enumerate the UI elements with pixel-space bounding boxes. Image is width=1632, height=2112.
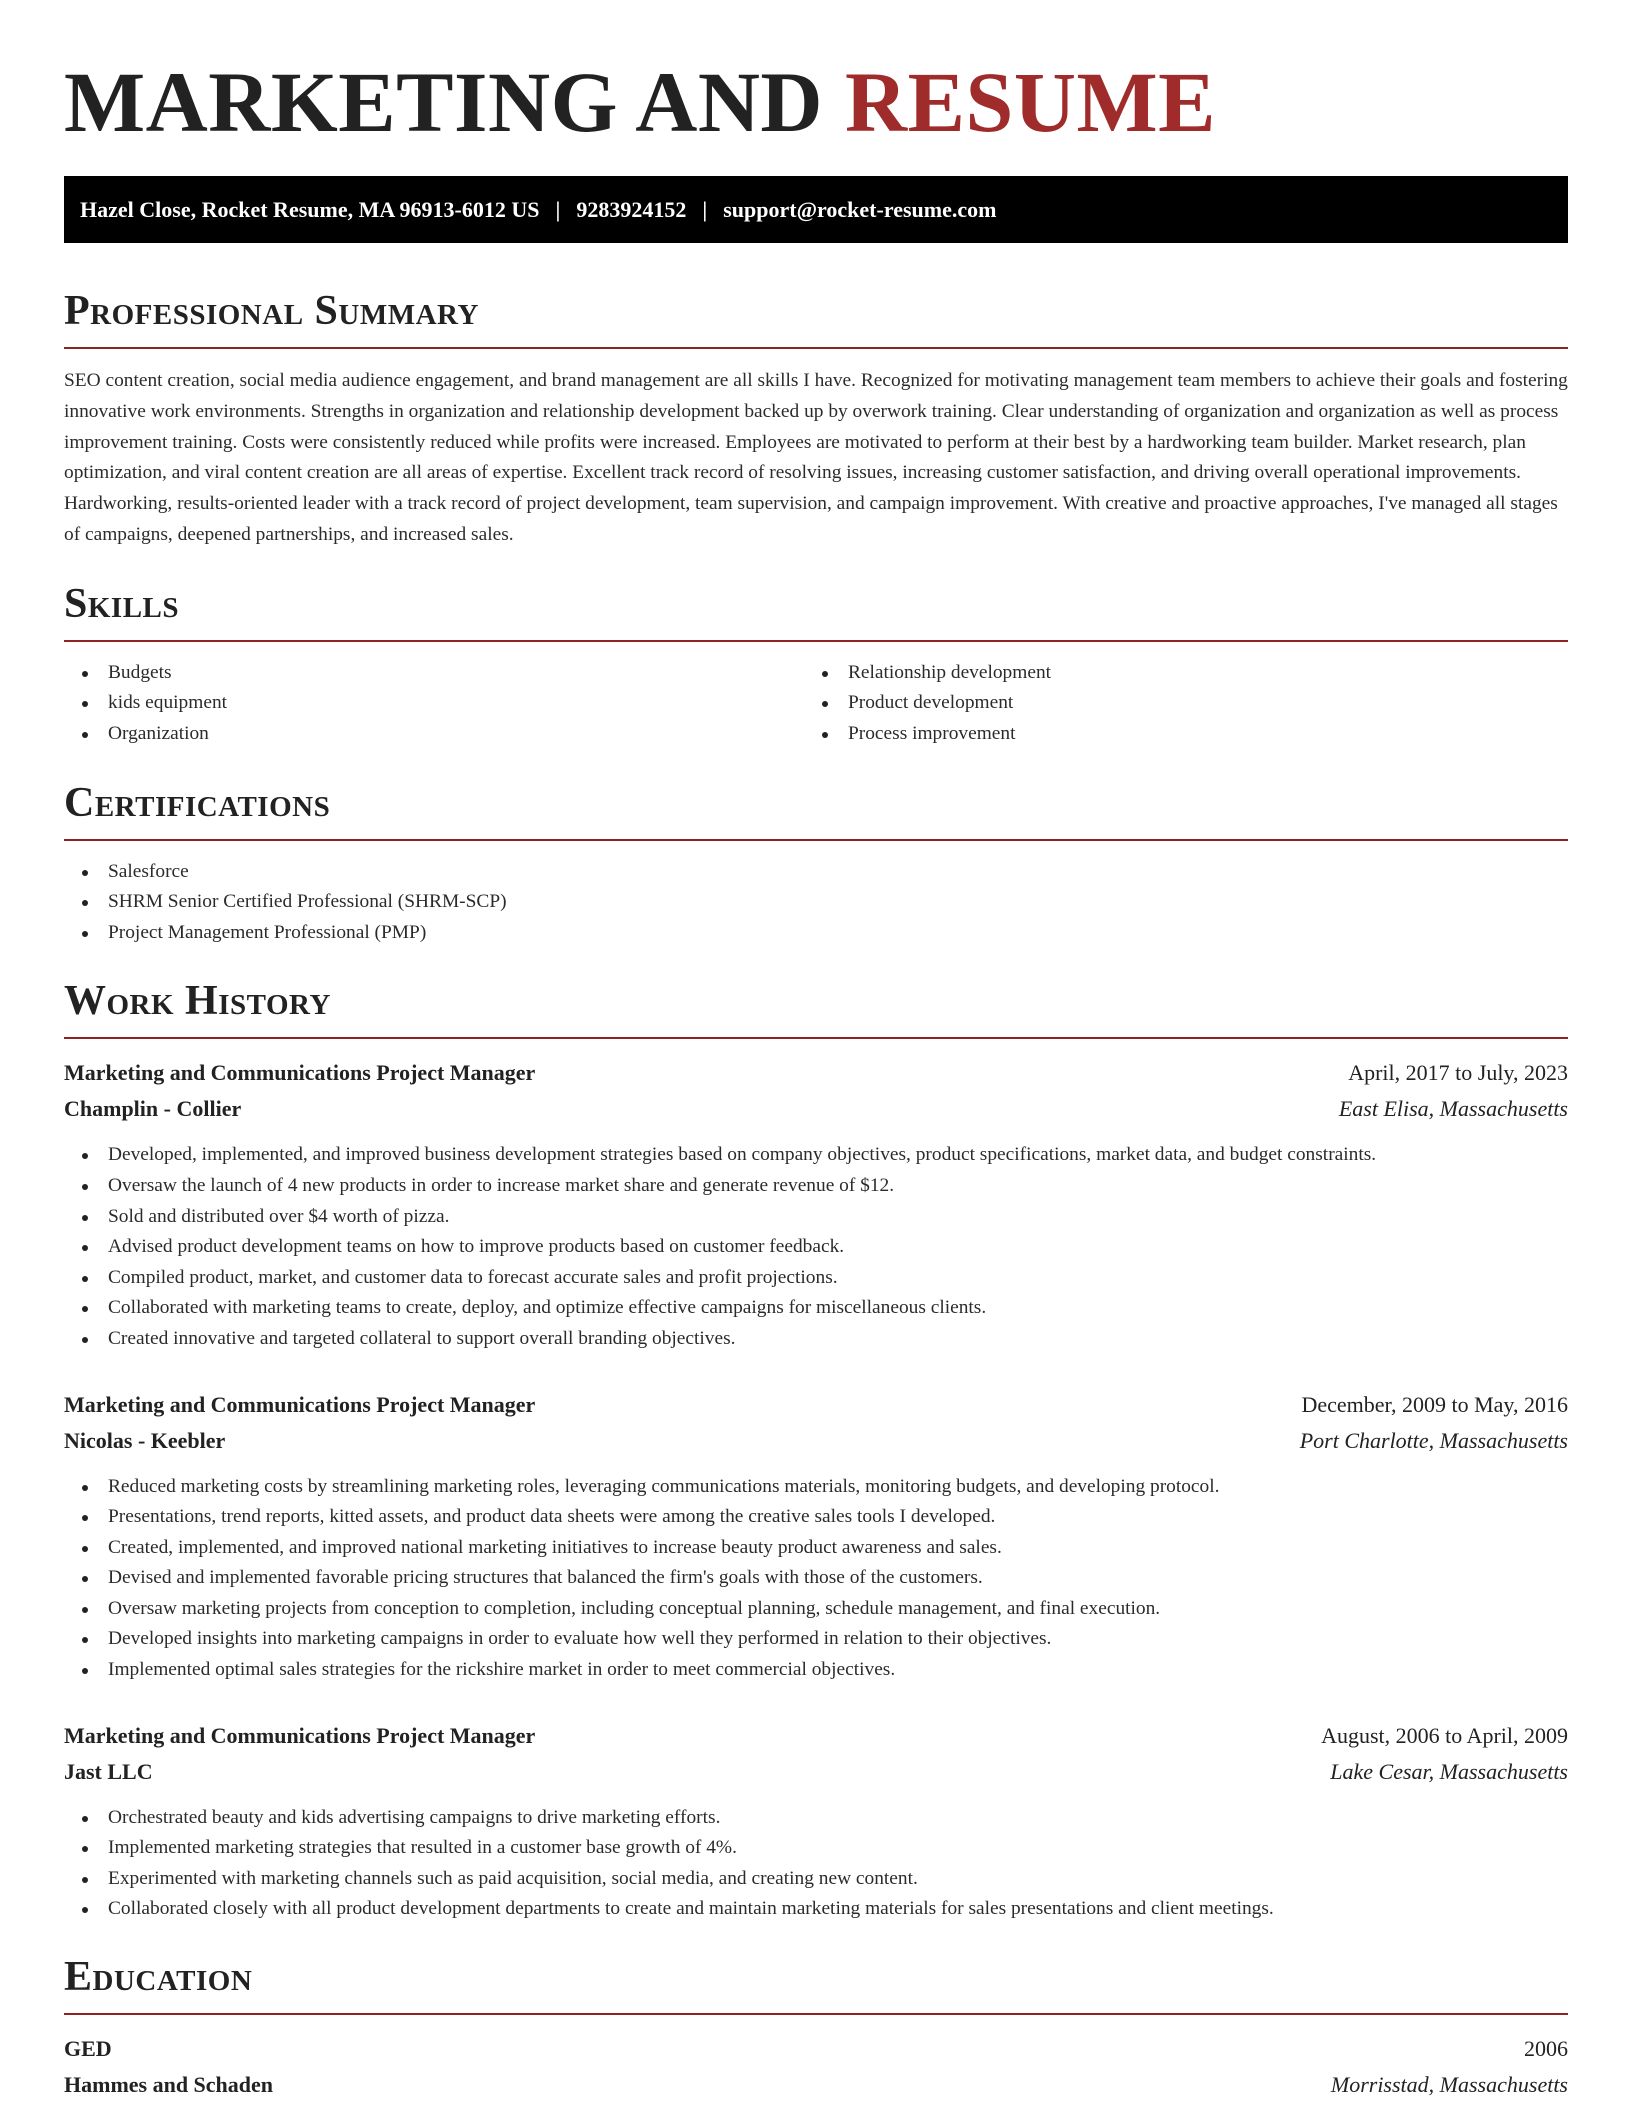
section-divider [64, 2013, 1568, 2015]
job-title: Marketing and Communications Project Manager [64, 1722, 536, 1748]
job-dates: December, 2009 to May, 2016 [1301, 1391, 1568, 1417]
skill-item: Organization [64, 719, 804, 750]
contact-separator: | [555, 197, 561, 222]
contact-bar [64, 176, 1568, 243]
summary-text: SEO content creation, social media audience engagement, and brand management are all skills I have. Recognized for motivating management team members to achieve their goals and fostering innovative work environments. Strengths in organization and relationship development backed up by overwork training. Clear understanding of organization and organization as well as process improvement training. Costs were consistently reduced while profits were increased. Employees are motivated to perform at their best by a hardworking team builder. Market research, plan optimization, and viral content creation are all areas of expertise. Excellent track record of resolving issues, increasing customer satisfaction, and driving overall operational improvements. Hardworking, results-oriented leader with a track record of project development, team supervision, and campaign improvement. With creative and proactive approaches, I've managed all stages of campaigns, deepened partnerships, and increased sales. [64, 370, 1568, 545]
job-bullet: Implemented optimal sales strategies for the rickshire market in order to meet commercial objectives. [64, 1655, 1568, 1686]
job-header-row [64, 1718, 1568, 1754]
job-bullet: Collaborated closely with all product development departments to create and maintain marketing materials for sales presentations and client meetings. [64, 1894, 1568, 1925]
job-header-row [64, 1387, 1568, 1423]
job-bullets [64, 1140, 1568, 1354]
job-bullet: Oversaw the launch of 4 new products in order to increase market share and generate revenue of $12. [64, 1171, 1568, 1202]
education-school: Hammes and Schaden [64, 2072, 274, 2098]
education-entry [64, 2031, 1568, 2103]
certification-item: Project Management Professional (PMP) [64, 918, 1568, 949]
job-company-row [64, 1091, 1568, 1127]
skill-item: Budgets [64, 658, 804, 689]
job-bullet: Developed insights into marketing campaigns in order to evaluate how well they performed in relation to their objectives. [64, 1624, 1568, 1655]
job-dates: April, 2017 to July, 2023 [1348, 1060, 1568, 1086]
certifications-section [64, 779, 1568, 949]
skills-heading: Skills [64, 580, 180, 627]
summary-heading: Professional Summary [64, 288, 479, 334]
education-location: Morrisstad, Massachusetts [1330, 2072, 1568, 2098]
job-bullet: Experimented with marketing channels such as paid acquisition, social media, and creating new content. [64, 1864, 1568, 1895]
education-school-row [64, 2067, 1568, 2103]
job-bullet: Implemented marketing strategies that resulted in a customer base growth of 4%. [64, 1833, 1568, 1864]
certification-item: Salesforce [64, 857, 1568, 888]
job-entry [64, 1718, 1568, 1925]
job-company: Jast LLC [64, 1758, 153, 1784]
job-entry [64, 1055, 1568, 1354]
skill-item: Relationship development [804, 658, 1544, 689]
education-degree: GED [64, 2036, 112, 2062]
job-bullet: Presentations, trend reports, kitted assets, and product data sheets were among the creative sales tools I developed. [64, 1502, 1568, 1533]
job-company: Champlin - Collier [64, 1096, 242, 1122]
summary-section [64, 287, 1568, 551]
skill-item: Process improvement [804, 719, 1544, 750]
job-bullet: Created innovative and targeted collateral to support overall branding objectives. [64, 1324, 1568, 1355]
job-bullet: Compiled product, market, and customer data to forecast accurate sales and profit projections. [64, 1263, 1568, 1294]
skill-item: Product development [804, 688, 1544, 719]
job-bullets [64, 1803, 1568, 1925]
job-bullet: Advised product development teams on how to improve products based on customer feedback. [64, 1232, 1568, 1263]
section-divider [64, 1037, 1568, 1039]
job-entry [64, 1387, 1568, 1686]
resume-title [64, 0, 1568, 148]
job-dates: August, 2006 to April, 2009 [1321, 1722, 1568, 1748]
job-bullet: Reduced marketing costs by streamlining marketing roles, leveraging communications materials, monitoring budgets, and developing protocol. [64, 1472, 1568, 1503]
contact-email[interactable]: support@rocket-resume.com [723, 197, 997, 222]
section-divider [64, 640, 1568, 642]
job-bullet: Sold and distributed over $4 worth of pizza. [64, 1202, 1568, 1233]
job-title: Marketing and Communications Project Manager [64, 1391, 536, 1417]
work-history-section [64, 977, 1568, 1925]
job-bullet: Orchestrated beauty and kids advertising campaigns to drive marketing efforts. [64, 1803, 1568, 1834]
skills-list-right [804, 658, 1544, 750]
contact-separator: | [702, 197, 708, 222]
skills-list-left [64, 658, 804, 750]
education-heading: Education [64, 1954, 253, 2001]
job-company: Nicolas - Keebler [64, 1427, 226, 1453]
section-divider [64, 839, 1568, 841]
job-company-row [64, 1754, 1568, 1790]
contact-phone[interactable]: 9283924152 [576, 197, 687, 222]
job-location: East Elisa, Massachusetts [1338, 1096, 1568, 1122]
title-main: MARKETING AND [64, 54, 824, 150]
contact-address: Hazel Close, Rocket Resume, MA 96913-6012 US [80, 197, 540, 222]
education-year: 2006 [1524, 2036, 1568, 2062]
resume-page [64, 0, 1568, 2103]
job-location: Port Charlotte, Massachusetts [1299, 1427, 1568, 1453]
certification-item: SHRM Senior Certified Professional (SHRM-SCP) [64, 887, 1568, 918]
work-history-heading: Work History [64, 978, 331, 1025]
job-bullet: Created, implemented, and improved national marketing initiatives to increase beauty product awareness and sales. [64, 1533, 1568, 1564]
job-bullet: Collaborated with marketing teams to create, deploy, and optimize effective campaigns for miscellaneous clients. [64, 1293, 1568, 1324]
job-bullet: Oversaw marketing projects from conception to completion, including conceptual planning, schedule management, and final execution. [64, 1594, 1568, 1625]
certifications-heading: Certifications [64, 779, 331, 826]
job-location: Lake Cesar, Massachusetts [1330, 1758, 1568, 1784]
skills-grid [64, 658, 1568, 750]
job-company-row [64, 1423, 1568, 1459]
job-title: Marketing and Communications Project Manager [64, 1060, 536, 1086]
job-bullets [64, 1472, 1568, 1686]
section-divider [64, 347, 1568, 349]
job-bullet: Developed, implemented, and improved business development strategies based on company objectives, product specifications, market data, and budget constraints. [64, 1140, 1568, 1171]
skill-item: kids equipment [64, 688, 804, 719]
job-bullet: Devised and implemented favorable pricing structures that balanced the firm's goals with those of the customers. [64, 1563, 1568, 1594]
title-accent: RESUME [845, 54, 1216, 150]
skills-section [64, 580, 1568, 750]
certifications-list [64, 857, 1568, 949]
education-header-row [64, 2031, 1568, 2067]
education-section [64, 1953, 1568, 2103]
job-header-row [64, 1055, 1568, 1091]
